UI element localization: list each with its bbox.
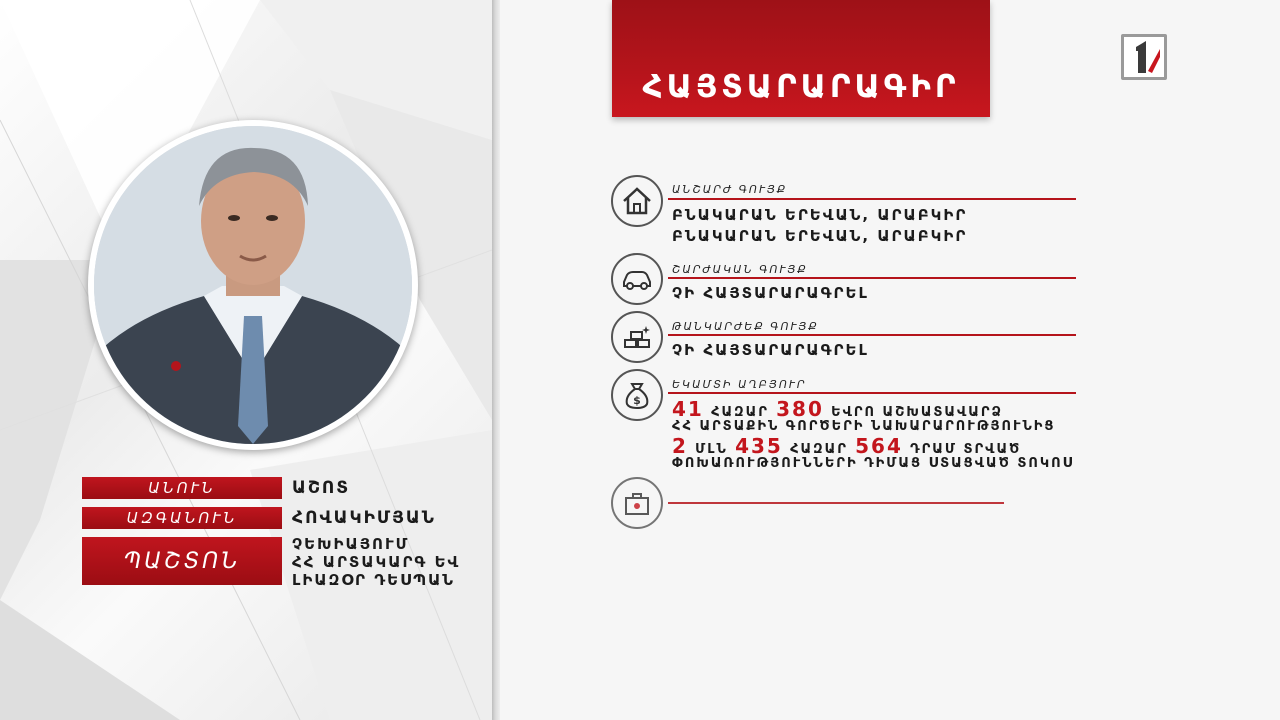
income-unit: ՄԼՆ: [695, 442, 728, 457]
income-amount: 2: [672, 434, 688, 458]
section-divider: [668, 277, 1076, 279]
income-amount: 41: [672, 397, 704, 421]
title-banner: [612, 0, 990, 117]
section-heading-real-estate: ԱՆՇԱՐԺ ԳՈՒՅՔ: [672, 183, 788, 196]
income-unit: ՀԱԶԱՐ: [790, 442, 848, 457]
income-amount: 435: [735, 434, 783, 458]
real-estate-line-2: ԲՆԱԿԱՐԱՆ ԵՐԵՎԱՆ, ԱՐԱԲԿԻՐ: [672, 227, 968, 245]
section-heading-income: ԵԿԱՄՏԻ ԱՂԲՅՈՒՐ: [672, 378, 807, 391]
income-line-1: [672, 397, 1003, 421]
income-amount: 564: [855, 434, 903, 458]
house-icon: [611, 175, 663, 227]
section-divider: [668, 392, 1076, 394]
section-divider: [668, 198, 1076, 200]
label-first-name: ԱՆՈՒՆ: [82, 477, 282, 499]
real-estate-line-1: ԲՆԱԿԱՐԱՆ ԵՐԵՎԱՆ, ԱՐԱԲԿԻՐ: [672, 206, 968, 224]
svg-text:$: $: [633, 394, 641, 407]
value-first-name: ԱՇՈՏ: [292, 478, 351, 498]
income-text: ԵՎՐՈ ԱՇԽԱՏԱՎԱՐՁ: [831, 405, 1004, 420]
gold-bars-icon: [611, 311, 663, 363]
income-line-2: ՀՀ ԱՐՏԱՔԻՆ ԳՈՐԾԵՐԻ ՆԱԽԱՐԱՐՈՒԹՅՈՒՆԻՑ: [672, 419, 1056, 434]
profile-panel: [0, 0, 492, 720]
value-position-line-1: ՉԵԽԻԱՅՈՒՄ: [292, 535, 410, 553]
income-line-3: [672, 434, 1021, 458]
label-position: ՊԱՇՏՈՆ: [82, 537, 282, 585]
income-amount: 380: [776, 397, 824, 421]
income-line-4: ՓՈԽԱՌՈՒԹՅՈՒՆՆԵՐԻ ԴԻՄԱՑ ՍՏԱՑՎԱԾ ՏՈԿՈՍ: [672, 456, 1075, 471]
income-text: ԴՐԱՄ ՏՐՎԱԾ: [910, 442, 1022, 457]
value-position-line-3: ԼԻԱԶՕՐ ԴԵՍՊԱՆ: [292, 571, 455, 589]
income-unit: ՀԱԶԱՐ: [711, 405, 769, 420]
page-title: ՀԱՅՏԱՐԱՐԱԳԻՐ: [642, 69, 960, 105]
section-heading-valuables: ԹԱՆԿԱՐԺԵՔ ԳՈՒՅՔ: [672, 320, 819, 333]
panel-divider: [492, 0, 500, 720]
car-icon: [611, 253, 663, 305]
section-divider: [668, 502, 1004, 504]
section-divider: [668, 334, 1076, 336]
channel-logo-icon: [1121, 34, 1167, 80]
money-bag-icon: [611, 369, 663, 421]
movable-line-1: ՉԻ ՀԱՅՏԱՐԱՐԱԳՐԵԼ: [672, 284, 869, 302]
value-position-line-2: ՀՀ ԱՐՏԱԿԱՐԳ ԵՎ: [292, 553, 461, 571]
value-last-name: ՀՈՎԱԿԻՄՅԱՆ: [292, 508, 436, 528]
label-last-name: ԱԶԳԱՆՈՒՆ: [82, 507, 282, 529]
section-heading-movable: ՇԱՐԺԱԿԱՆ ԳՈՒՅՔ: [672, 263, 808, 276]
valuables-line-1: ՉԻ ՀԱՅՏԱՐԱՐԱԳՐԵԼ: [672, 341, 869, 359]
briefcase-icon: [611, 477, 663, 529]
portrait-photo: [88, 120, 418, 450]
